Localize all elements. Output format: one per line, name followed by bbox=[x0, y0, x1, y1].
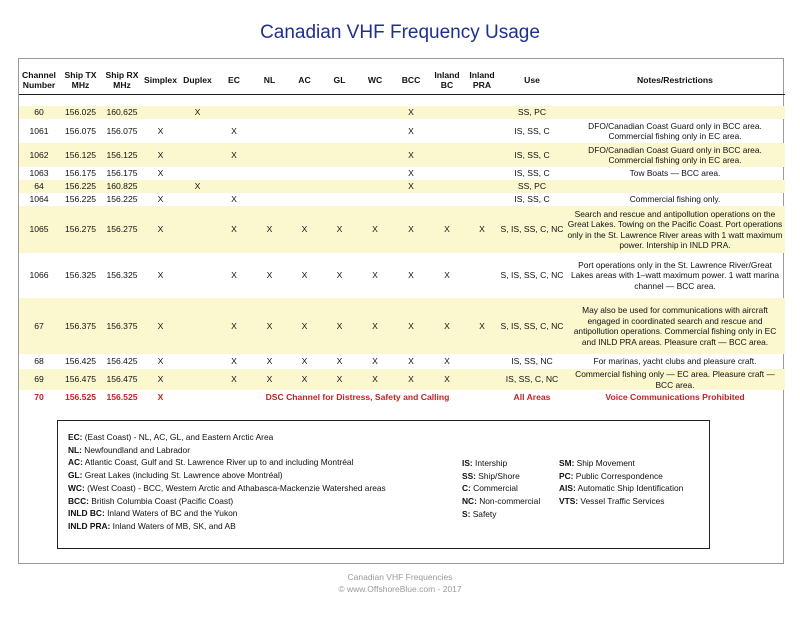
table-cell: 156.275 bbox=[102, 206, 142, 253]
legend-item bbox=[68, 431, 386, 444]
table-cell: X bbox=[157, 125, 164, 136]
table-cell: X bbox=[252, 206, 287, 253]
table-cell: X bbox=[179, 106, 216, 119]
table-cell: 64 bbox=[19, 180, 59, 193]
table-row bbox=[19, 167, 785, 180]
table-cell bbox=[179, 354, 216, 369]
legend-item bbox=[68, 482, 386, 495]
legend-value: Public Correspondence bbox=[573, 470, 663, 481]
table-cell bbox=[252, 193, 287, 206]
table-cell bbox=[179, 143, 216, 167]
header-gl: GL bbox=[322, 66, 357, 95]
header-row bbox=[19, 66, 785, 95]
legend-value: Commercial bbox=[470, 483, 518, 494]
table-cell: IS, SS, C bbox=[514, 125, 550, 136]
table-cell: X bbox=[372, 270, 378, 280]
table-cell: 156.475 bbox=[102, 369, 142, 390]
legend-value: Intership bbox=[472, 458, 508, 468]
table-cell: 156.475 bbox=[59, 369, 102, 390]
dsc-empty bbox=[179, 390, 216, 404]
table-row bbox=[19, 119, 785, 143]
table-row bbox=[19, 143, 785, 167]
legend-value: Ship Movement bbox=[574, 458, 635, 468]
table-cell bbox=[465, 354, 499, 369]
table-cell: X bbox=[357, 369, 393, 390]
table-cell: Commercial fishing only — EC area. Pleasure craft — BCC area. bbox=[565, 369, 785, 390]
table-cell: 156.075 bbox=[64, 125, 97, 136]
table-cell: X bbox=[393, 106, 429, 119]
legend-key: GL: bbox=[68, 470, 83, 481]
dsc-tx: 156.525 bbox=[64, 391, 97, 402]
table-cell: X bbox=[465, 206, 499, 253]
table-cell bbox=[465, 369, 499, 390]
table-cell bbox=[287, 167, 322, 180]
table-cell bbox=[465, 193, 499, 206]
table-cell: SS, PC bbox=[499, 180, 565, 193]
table-cell bbox=[357, 106, 393, 119]
table-cell: X bbox=[336, 356, 343, 366]
table-cell: X bbox=[465, 298, 499, 354]
table-cell: S, IS, SS, C, NC bbox=[500, 270, 564, 280]
table-cell: SS, PC bbox=[499, 106, 565, 119]
table-cell: X bbox=[357, 298, 393, 354]
table-cell bbox=[429, 143, 465, 167]
legend-item bbox=[559, 470, 683, 483]
header-ship-tx: Ship TX MHz bbox=[59, 66, 102, 95]
table-cell bbox=[252, 106, 287, 119]
header-notes: Notes/Restrictions bbox=[565, 66, 785, 95]
legend-key: NC: bbox=[462, 496, 477, 507]
table-cell: 68 bbox=[34, 356, 44, 366]
table-row bbox=[19, 193, 785, 206]
legend-key: EC: bbox=[68, 432, 83, 442]
legend-key: BCC: bbox=[68, 495, 89, 506]
table-cell bbox=[322, 143, 357, 167]
table-cell bbox=[465, 143, 499, 167]
table-cell bbox=[429, 119, 465, 143]
table-cell bbox=[216, 106, 252, 119]
table-cell: 1062 bbox=[19, 143, 59, 167]
header-inland-bc: Inland BC bbox=[429, 66, 465, 95]
legend-value: (West Coast) - BCC, Western Arctic and Athabasca-Mackenzie Watershed areas bbox=[84, 482, 386, 493]
table-cell: 156.175 bbox=[64, 168, 97, 178]
legend-value: Great Lakes (including St. Lawrence above Montréal) bbox=[82, 470, 283, 481]
legend-value: British Columbia Coast (Pacific Coast) bbox=[88, 495, 234, 506]
table-cell: 156.375 bbox=[102, 298, 142, 354]
table-cell bbox=[465, 106, 499, 119]
table-cell bbox=[179, 193, 216, 206]
table-cell: X bbox=[287, 298, 322, 354]
table-cell bbox=[287, 193, 322, 206]
table-cell: 1066 bbox=[29, 270, 49, 280]
legend-value: Safety bbox=[470, 508, 497, 519]
legend-key: IS: bbox=[462, 458, 473, 468]
legend-key: C: bbox=[462, 483, 471, 494]
table-cell: X bbox=[157, 356, 164, 366]
table-cell bbox=[179, 298, 216, 354]
table-cell bbox=[357, 143, 393, 167]
table-cell: X bbox=[287, 369, 322, 390]
legend-item bbox=[462, 482, 540, 495]
legend-key: AIS: bbox=[559, 483, 576, 494]
table-cell bbox=[252, 143, 287, 167]
header-nl: NL bbox=[252, 66, 287, 95]
table-cell: X bbox=[301, 270, 308, 280]
legend-item bbox=[559, 457, 683, 470]
table-cell: DFO/Canadian Coast Guard only in BCC area. Commercial fishing only in EC area. bbox=[588, 120, 762, 141]
table-cell bbox=[252, 180, 287, 193]
table-cell: X bbox=[336, 270, 343, 280]
table-cell: 1063 bbox=[29, 168, 49, 178]
table-cell: For marinas, yacht clubs and pleasure craft. bbox=[593, 356, 757, 367]
table-cell: Port operations only in the St. Lawrence River/Great Lakes areas with 1–watt maximum power. 1 watt marina channel — BCC area. bbox=[570, 259, 780, 291]
table-cell: 1064 bbox=[29, 194, 49, 204]
dsc-simplex: X bbox=[157, 391, 164, 402]
legend-key: SS: bbox=[462, 470, 476, 481]
table-cell bbox=[357, 119, 393, 143]
table-cell bbox=[465, 180, 499, 193]
table-cell bbox=[142, 180, 179, 193]
table-cell bbox=[216, 180, 252, 193]
table-cell: X bbox=[142, 143, 179, 167]
table-cell: X bbox=[179, 180, 216, 193]
table-cell: 156.075 bbox=[106, 125, 138, 136]
table-cell: 156.025 bbox=[59, 106, 102, 119]
table-cell: X bbox=[231, 356, 237, 366]
table-cell: X bbox=[408, 356, 414, 366]
header-use: Use bbox=[499, 66, 565, 95]
table-cell: X bbox=[429, 206, 465, 253]
header-ec: EC bbox=[216, 66, 252, 95]
table-cell: X bbox=[357, 206, 393, 253]
table-row bbox=[19, 106, 785, 119]
table-cell: X bbox=[429, 298, 465, 354]
table-cell: X bbox=[216, 298, 252, 354]
legend-extra-list bbox=[559, 457, 683, 508]
legend-item bbox=[68, 456, 386, 469]
table-cell: X bbox=[393, 298, 429, 354]
dsc-use: All Areas bbox=[513, 391, 551, 402]
table-cell bbox=[252, 167, 287, 180]
footer-copyright: © www.OffshoreBlue.com - 2017 bbox=[338, 584, 462, 594]
legend-item bbox=[68, 444, 386, 457]
table-cell bbox=[322, 106, 357, 119]
table-cell: X bbox=[393, 369, 429, 390]
table-cell bbox=[287, 143, 322, 167]
table-row bbox=[19, 180, 785, 193]
table-cell bbox=[429, 167, 465, 180]
table-cell: 156.125 bbox=[59, 143, 102, 167]
legend-key: SM: bbox=[559, 458, 575, 468]
table-row bbox=[19, 369, 785, 390]
dsc-row bbox=[19, 390, 785, 404]
table-cell: 156.175 bbox=[106, 168, 138, 178]
table-cell bbox=[322, 167, 357, 180]
legend-item bbox=[68, 507, 386, 520]
table-cell: 67 bbox=[19, 298, 59, 354]
table-cell: X bbox=[216, 206, 252, 253]
table-cell: X bbox=[408, 168, 414, 178]
footer-title: Canadian VHF Frequencies bbox=[347, 572, 453, 582]
table-cell bbox=[216, 167, 252, 180]
table-cell: 156.125 bbox=[102, 143, 142, 167]
table-cell: DFO/Canadian Coast Guard only in BCC area. Commercial fishing only in EC area. bbox=[565, 143, 785, 167]
table-cell: X bbox=[393, 143, 429, 167]
legend-item bbox=[462, 470, 540, 483]
table-cell bbox=[465, 253, 499, 298]
table-cell: X bbox=[322, 206, 357, 253]
dsc-label: DSC Channel for Distress, Safety and Calling bbox=[265, 391, 450, 402]
table-cell: X bbox=[157, 270, 164, 280]
legend-item bbox=[462, 508, 540, 521]
table-cell bbox=[465, 119, 499, 143]
table-cell: 156.325 bbox=[64, 270, 97, 280]
legend-key: AC: bbox=[68, 457, 83, 468]
legend-item bbox=[462, 457, 540, 470]
header-duplex: Duplex bbox=[179, 66, 216, 95]
table-cell bbox=[252, 119, 287, 143]
table-cell bbox=[429, 180, 465, 193]
table-cell: X bbox=[408, 270, 414, 280]
table-cell bbox=[322, 119, 357, 143]
legend-key: PC: bbox=[559, 470, 574, 481]
table-cell: 156.325 bbox=[106, 270, 138, 280]
table-cell: May also be used for communications with aircraft engaged in coordinated search and rescue and antipollution operations. Commercial fishing only in EC and INLD PRA areas. Pleasure craft — BCC area. bbox=[565, 298, 785, 354]
table-cell: X bbox=[322, 298, 357, 354]
dsc-channel: 70 bbox=[34, 391, 44, 402]
table-cell: X bbox=[301, 356, 308, 366]
table-cell bbox=[357, 193, 393, 206]
legend-key: NL: bbox=[68, 444, 82, 455]
table-cell bbox=[429, 193, 465, 206]
table-cell: X bbox=[444, 270, 450, 280]
legend-value: (East Coast) - NL, AC, GL, and Eastern Arctic Area bbox=[82, 432, 274, 442]
table-cell bbox=[565, 106, 785, 119]
table-cell bbox=[287, 180, 322, 193]
table-cell: X bbox=[231, 194, 237, 204]
header-ac: AC bbox=[287, 66, 322, 95]
legend-item bbox=[559, 495, 683, 508]
table-cell: X bbox=[393, 180, 429, 193]
table-row bbox=[19, 206, 785, 253]
table-cell bbox=[142, 106, 179, 119]
table-cell: X bbox=[231, 125, 237, 136]
legend-key: INLD PRA: bbox=[68, 520, 111, 531]
table-cell: X bbox=[408, 125, 414, 136]
table-cell: 156.275 bbox=[59, 206, 102, 253]
header-ship-rx: Ship RX MHz bbox=[102, 66, 142, 95]
header-channel: Channel Number bbox=[19, 66, 59, 95]
table-cell bbox=[322, 180, 357, 193]
table-cell bbox=[287, 119, 322, 143]
table-cell: X bbox=[252, 298, 287, 354]
table-cell: IS, SS, NC bbox=[511, 356, 553, 366]
legend-value: Vessel Traffic Services bbox=[578, 496, 665, 507]
table-cell: 160.625 bbox=[102, 106, 142, 119]
table-cell bbox=[393, 193, 429, 206]
header-bcc: BCC bbox=[393, 66, 429, 95]
legend-key: VTS: bbox=[559, 496, 579, 507]
table-cell bbox=[179, 167, 216, 180]
table-cell: X bbox=[231, 270, 237, 280]
dsc-notes: Voice Communications Prohibited bbox=[605, 391, 745, 402]
table-cell: 60 bbox=[19, 106, 59, 119]
table-cell: 160.825 bbox=[102, 180, 142, 193]
table-cell bbox=[179, 206, 216, 253]
table-cell bbox=[287, 106, 322, 119]
legend-value: Automatic Ship Identification bbox=[575, 483, 684, 494]
table-cell: IS, SS, C, NC bbox=[499, 369, 565, 390]
table-cell: Tow Boats — BCC area. bbox=[629, 168, 721, 179]
table-cell: X bbox=[252, 369, 287, 390]
legend-use-list bbox=[462, 457, 540, 521]
table-cell bbox=[179, 119, 216, 143]
header-inland-pra: Inland PRA bbox=[465, 66, 499, 95]
table-cell: X bbox=[444, 356, 450, 366]
header-simplex: Simplex bbox=[142, 66, 179, 95]
dsc-rx: 156.525 bbox=[106, 391, 138, 402]
table-cell: X bbox=[157, 168, 164, 178]
legend-value: Inland Waters of MB, SK, and AB bbox=[110, 520, 236, 531]
legend-value: Newfoundland and Labrador bbox=[81, 444, 190, 455]
legend-item bbox=[68, 495, 386, 508]
legend-area-list bbox=[68, 431, 386, 533]
frequency-table bbox=[19, 66, 785, 404]
table-row bbox=[19, 298, 785, 354]
table-cell: X bbox=[266, 270, 273, 280]
table-cell bbox=[179, 369, 216, 390]
table-cell bbox=[179, 253, 216, 298]
legend-item bbox=[68, 469, 386, 482]
legend-value: Atlantic Coast, Gulf and St. Lawrence River up to and including Montréal bbox=[82, 457, 354, 468]
legend-value: Ship/Shore bbox=[475, 470, 520, 481]
legend-value: Non-commercial bbox=[476, 496, 541, 507]
table-cell: 69 bbox=[19, 369, 59, 390]
legend-key: S: bbox=[462, 508, 471, 519]
table-cell: X bbox=[266, 356, 273, 366]
spacer-row bbox=[19, 95, 785, 107]
table-cell: 156.225 bbox=[64, 194, 97, 204]
table-cell: IS, SS, C bbox=[514, 194, 550, 204]
table-cell bbox=[565, 180, 785, 193]
table-cell: X bbox=[142, 206, 179, 253]
table-cell: X bbox=[372, 356, 378, 366]
table-row bbox=[19, 253, 785, 298]
table-cell: 156.225 bbox=[59, 180, 102, 193]
table-cell: 156.225 bbox=[106, 194, 138, 204]
table-cell: S, IS, SS, C, NC bbox=[499, 206, 565, 253]
table-cell: X bbox=[393, 206, 429, 253]
legend-box bbox=[57, 420, 710, 549]
header-wc: WC bbox=[357, 66, 393, 95]
table-cell: X bbox=[142, 298, 179, 354]
table-cell: 156.425 bbox=[106, 356, 138, 366]
legend-item bbox=[462, 495, 540, 508]
table-cell: S, IS, SS, C, NC bbox=[499, 298, 565, 354]
legend-value: Inland Waters of BC and the Yukon bbox=[104, 508, 238, 519]
page-title: Canadian VHF Frequency Usage bbox=[260, 22, 540, 43]
table-cell: X bbox=[216, 369, 252, 390]
table-cell bbox=[429, 106, 465, 119]
table-cell bbox=[465, 167, 499, 180]
legend-item bbox=[559, 482, 683, 495]
table-cell bbox=[357, 180, 393, 193]
legend-key: INLD BC: bbox=[68, 508, 105, 519]
table-cell: X bbox=[322, 369, 357, 390]
table-cell: 1065 bbox=[19, 206, 59, 253]
legend-key: WC: bbox=[68, 482, 85, 493]
table-cell: Commercial fishing only. bbox=[629, 194, 721, 205]
table-cell: X bbox=[429, 369, 465, 390]
table-cell: X bbox=[216, 143, 252, 167]
table-cell: X bbox=[287, 206, 322, 253]
table-cell: Search and rescue and antipollution operations on the Great Lakes. Towing on the Pacific Coast. Port operations only in the St. Lawrence River areas with 1 watt maximum power. Intership in INLD PRA. bbox=[565, 206, 785, 253]
table-row bbox=[19, 354, 785, 369]
table-cell bbox=[357, 167, 393, 180]
table-cell: IS, SS, C bbox=[514, 168, 550, 178]
table-cell: IS, SS, C bbox=[499, 143, 565, 167]
table-cell: X bbox=[142, 369, 179, 390]
legend-item bbox=[68, 520, 386, 533]
table-cell: X bbox=[157, 194, 164, 204]
table-cell: 156.425 bbox=[64, 356, 97, 366]
table-cell: 1061 bbox=[29, 125, 49, 136]
table-cell bbox=[322, 193, 357, 206]
table-cell: 156.375 bbox=[59, 298, 102, 354]
